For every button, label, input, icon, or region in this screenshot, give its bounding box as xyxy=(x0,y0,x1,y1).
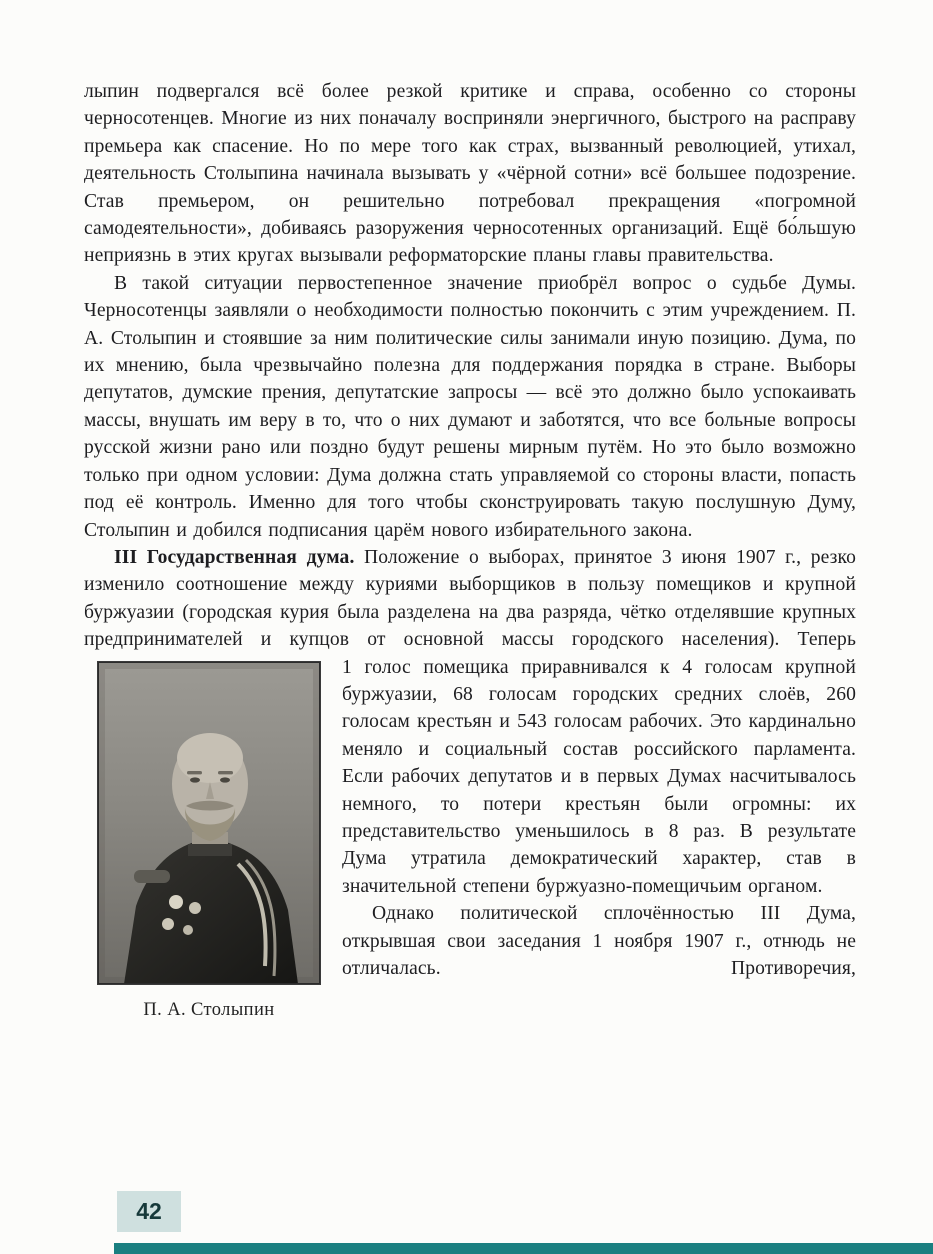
page-number-value: 42 xyxy=(136,1198,162,1224)
paragraph-duma-question: В такой ситуации первостепенное значение приобрёл вопрос о судьбе Думы. Черносотенцы заявляли о необходимости полностью покончить с этим учреждением. П. А. Столыпин и стоявшие за ним политические силы занимали иную позицию. Дума, по их мнению, была чрезвычайно полезна для поддержания порядка в стране. Выборы депутатов, думские прения, депутатские запросы — всё это должно было успокаивать массы, внушать им веру в то, что о них думают и заботятся, что все больные вопросы русской жизни рано или поздно будут решены мирным путём. Но это было возможно только при одном условии: Дума должна стать управляемой со стороны власти, попасть под её контроль. Именно для того чтобы сконструировать такую послушную Думу, Столыпин и добился подписания царём нового избирательного закона. xyxy=(84,272,856,541)
photo-caption: П. А. Столыпин xyxy=(143,999,275,1020)
section-heading: III Государственная дума. xyxy=(114,546,355,568)
stolypin-figure xyxy=(98,662,320,1021)
text-column xyxy=(84,78,856,1021)
photo-text-wrap xyxy=(84,654,856,1021)
bottom-accent-bar xyxy=(114,1243,933,1254)
paragraph-vote-ratios: 1 голос помещика приравнивался к 4 голосам крупной буржуазии, 68 голосам городских средних слоёв, 260 голосам крестьян и 543 голосам рабочих. Это кардинально меняло и социальный состав российского парламента. Если рабочих депутатов и в первых Думах насчитывалось немного, то потери крестьян были огромны: их представительство уменьшилось в 8 раз. В результате Дума утратила демократический характер, став в значительной степени буржуазно-помещичьим органом. xyxy=(342,656,856,897)
page-number xyxy=(117,1191,181,1232)
stolypin-portrait-photo xyxy=(98,662,320,984)
section-text: Положение о выборах, принятое 3 июня 1907 г., резко изменило соотношение между куриями выборщиков в пользу помещиков и крупной буржуазии (городская курия была разделена на два разряда, чётко отделявшие крупных предпринимателей и купцов от основной массы городского населения). Теперь xyxy=(84,546,856,651)
paragraph-continuation: лыпин подвергался всё более резкой критике и справа, особенно со стороны черносотенцев. Многие из них поначалу восприняли энергичного, быстрого на расправу премьера как спасение. Но по мере того как страх, вызванный революцией, утихал, деятельность Столыпина начинала вызывать у «чёрной сотни» всё большее подозрение. Став премьером, он решительно потребовал прекращения «погромной самодеятельности», добиваясь разоружения черносотенных организаций. Ещё бо́льшую неприязнь в этих кругах вызывали реформаторские планы главы правительства. xyxy=(84,81,856,267)
paragraph-third-duma-opened: Однако политической сплочённостью III Дума, открывшая свои заседания 1 ноября 1907 г., отнюдь не отличалась. Противоречия, xyxy=(342,903,856,979)
paragraph-third-duma-intro xyxy=(84,544,856,654)
